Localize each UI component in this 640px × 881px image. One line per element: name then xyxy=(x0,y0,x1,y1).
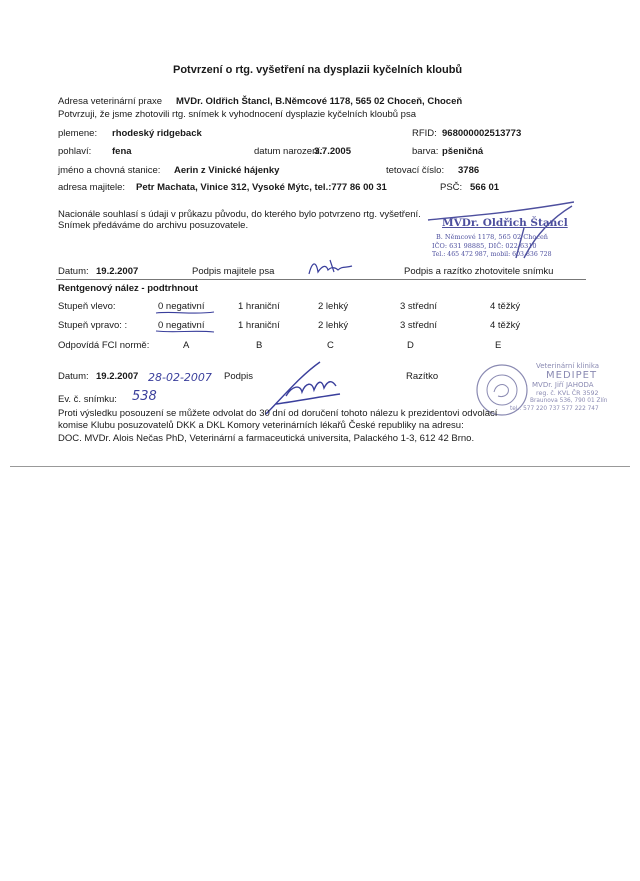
underline-left-mark xyxy=(154,310,216,316)
appeal-line-3: DOC. MVDr. Alois Nečas PhD, Veterinární a farmaceutická universita, Palackého 1-3, 612 42 Brno. xyxy=(58,433,475,444)
maker-signature-label: Podpis a razítko zhotovitele snímku xyxy=(404,266,554,277)
rfid-value: 968000002513773 xyxy=(442,128,522,139)
confirm-text: Potvrzuji, že jsme zhotovili rtg. snímek k vyhodnocení dysplazie kyčelních kloubů psa xyxy=(58,109,416,120)
grade-left-3: 3 střední xyxy=(400,301,437,312)
underline-right-mark xyxy=(154,329,216,335)
owner-label: adresa majitele: xyxy=(58,182,126,193)
grade-right-3: 3 střední xyxy=(400,320,437,331)
stamp-vet-address: B. Němcové 1178, 565 02 Choceň xyxy=(436,233,548,241)
color-label: barva: xyxy=(412,146,439,157)
owner-value: Petr Machata, Vinice 312, Vysoké Mýtc, tel.:777 86 00 31 xyxy=(136,182,387,193)
grade-left-4: 4 těžký xyxy=(490,301,521,312)
fci-letter-a: A xyxy=(183,340,190,351)
fci-letter-c: C xyxy=(327,340,334,351)
consent-line-1: Nacionále souhlasí s údaji v průkazu původu, do kterého bylo potvrzeno rtg. vyšetření. xyxy=(58,209,421,220)
evidence-label: Ev. č. snímku: xyxy=(58,394,117,405)
grade-left-label: Stupeň vlevo: xyxy=(58,301,116,312)
owner-signature-label: Podpis majitele psa xyxy=(192,266,275,277)
breed-label: plemene: xyxy=(58,128,98,139)
signature-label: Podpis xyxy=(224,371,254,382)
clinic-stamp-line-4: reg. č. KVL ČR 3592 xyxy=(536,390,599,397)
clinic-stamp-line-2: MEDIPET xyxy=(546,370,598,381)
grade-left-1: 1 hraniční xyxy=(238,301,280,312)
stamp-vet-phone: Tel.: 465 472 987, mobil: 603 836 728 xyxy=(432,251,552,258)
grade-right-2: 2 lehký xyxy=(318,320,349,331)
document-title: Potvrzení o rtg. vyšetření na dysplazii kyčelních kloubů xyxy=(173,64,463,76)
breed-value: rhodeský ridgeback xyxy=(112,128,202,139)
appeal-line-2: komise Klubu posuzovatelů DKK a DKL Komory veterinárních lékařů České republiky na adresu: xyxy=(58,420,464,431)
stamp-vet-ico: IČO: 631 98885, DIČ: 022-6310 xyxy=(432,242,537,250)
rfid-label: RFID: xyxy=(412,128,437,139)
stamp-label: Razítko xyxy=(406,371,439,382)
color-value: pšeničná xyxy=(442,146,484,157)
grade-right-label: Stupeň vpravo: : xyxy=(58,320,128,331)
date1-value: 19.2.2007 xyxy=(96,266,139,277)
sex-label: pohlaví: xyxy=(58,146,92,157)
birth-value: 3.7.2005 xyxy=(314,146,351,157)
practice-label: Adresa veterinární praxe xyxy=(58,96,163,107)
consent-line-2: Snímek předáváme do archivu posuzovatele. xyxy=(58,220,249,231)
sex-value: fena xyxy=(112,146,132,157)
practice-value: MVDr. Oldřich Štancl, B.Němcové 1178, 565 02 Choceň, Choceň xyxy=(176,96,463,107)
clinic-stamp-line-1: Veterinární klinika xyxy=(536,362,600,370)
separator-line-bottom xyxy=(10,466,630,467)
fci-letter-d: D xyxy=(407,340,414,351)
date2-value: 19.2.2007 xyxy=(96,371,139,382)
name-value: Aerin z Vinické hájenky xyxy=(174,165,280,176)
separator-line-1 xyxy=(56,279,586,280)
grade-right-1: 1 hraniční xyxy=(238,320,280,331)
fci-letter-e: E xyxy=(495,340,502,351)
date2-label: Datum: xyxy=(58,371,89,382)
tattoo-label: tetovací číslo: xyxy=(386,165,445,176)
psc-value: 566 01 xyxy=(470,182,500,193)
clinic-stamp-line-6: tel.: 577 220 737 577 222 747 xyxy=(510,406,599,412)
appeal-line-1: Proti výsledku posouzení se můžete odvolat do 30 dní od doručení tohoto nálezu k prezidentovi odvolací xyxy=(58,408,498,419)
clinic-stamp-line-3: MVDr. Jiří JAHODA xyxy=(532,381,594,389)
fci-label: Odpovídá FCI normě: xyxy=(58,340,150,351)
date1-label: Datum: xyxy=(58,266,89,277)
handwritten-date: 28-02-2007 xyxy=(148,371,212,384)
owner-signature xyxy=(306,256,354,278)
grade-left-2: 2 lehký xyxy=(318,301,349,312)
psc-label: PSČ: xyxy=(440,182,463,193)
grade-right-4: 4 těžký xyxy=(490,320,521,331)
tattoo-value: 3786 xyxy=(458,165,480,176)
stamp-vet-name: MVDr. Oldřich Štancl xyxy=(442,217,568,229)
clinic-stamp-line-5: Braunova 536, 790 01 Zlín xyxy=(530,398,608,404)
birth-label: datum narození: xyxy=(254,146,323,157)
evidence-value: 538 xyxy=(132,389,157,404)
findings-heading: Rentgenový nález - podtrhnout xyxy=(58,283,198,294)
fci-letter-b: B xyxy=(256,340,263,351)
grade-left-0: 0 negativní xyxy=(158,301,205,312)
grade-right-0: 0 negativní xyxy=(158,320,205,331)
name-label: jméno a chovná stanice: xyxy=(58,165,161,176)
